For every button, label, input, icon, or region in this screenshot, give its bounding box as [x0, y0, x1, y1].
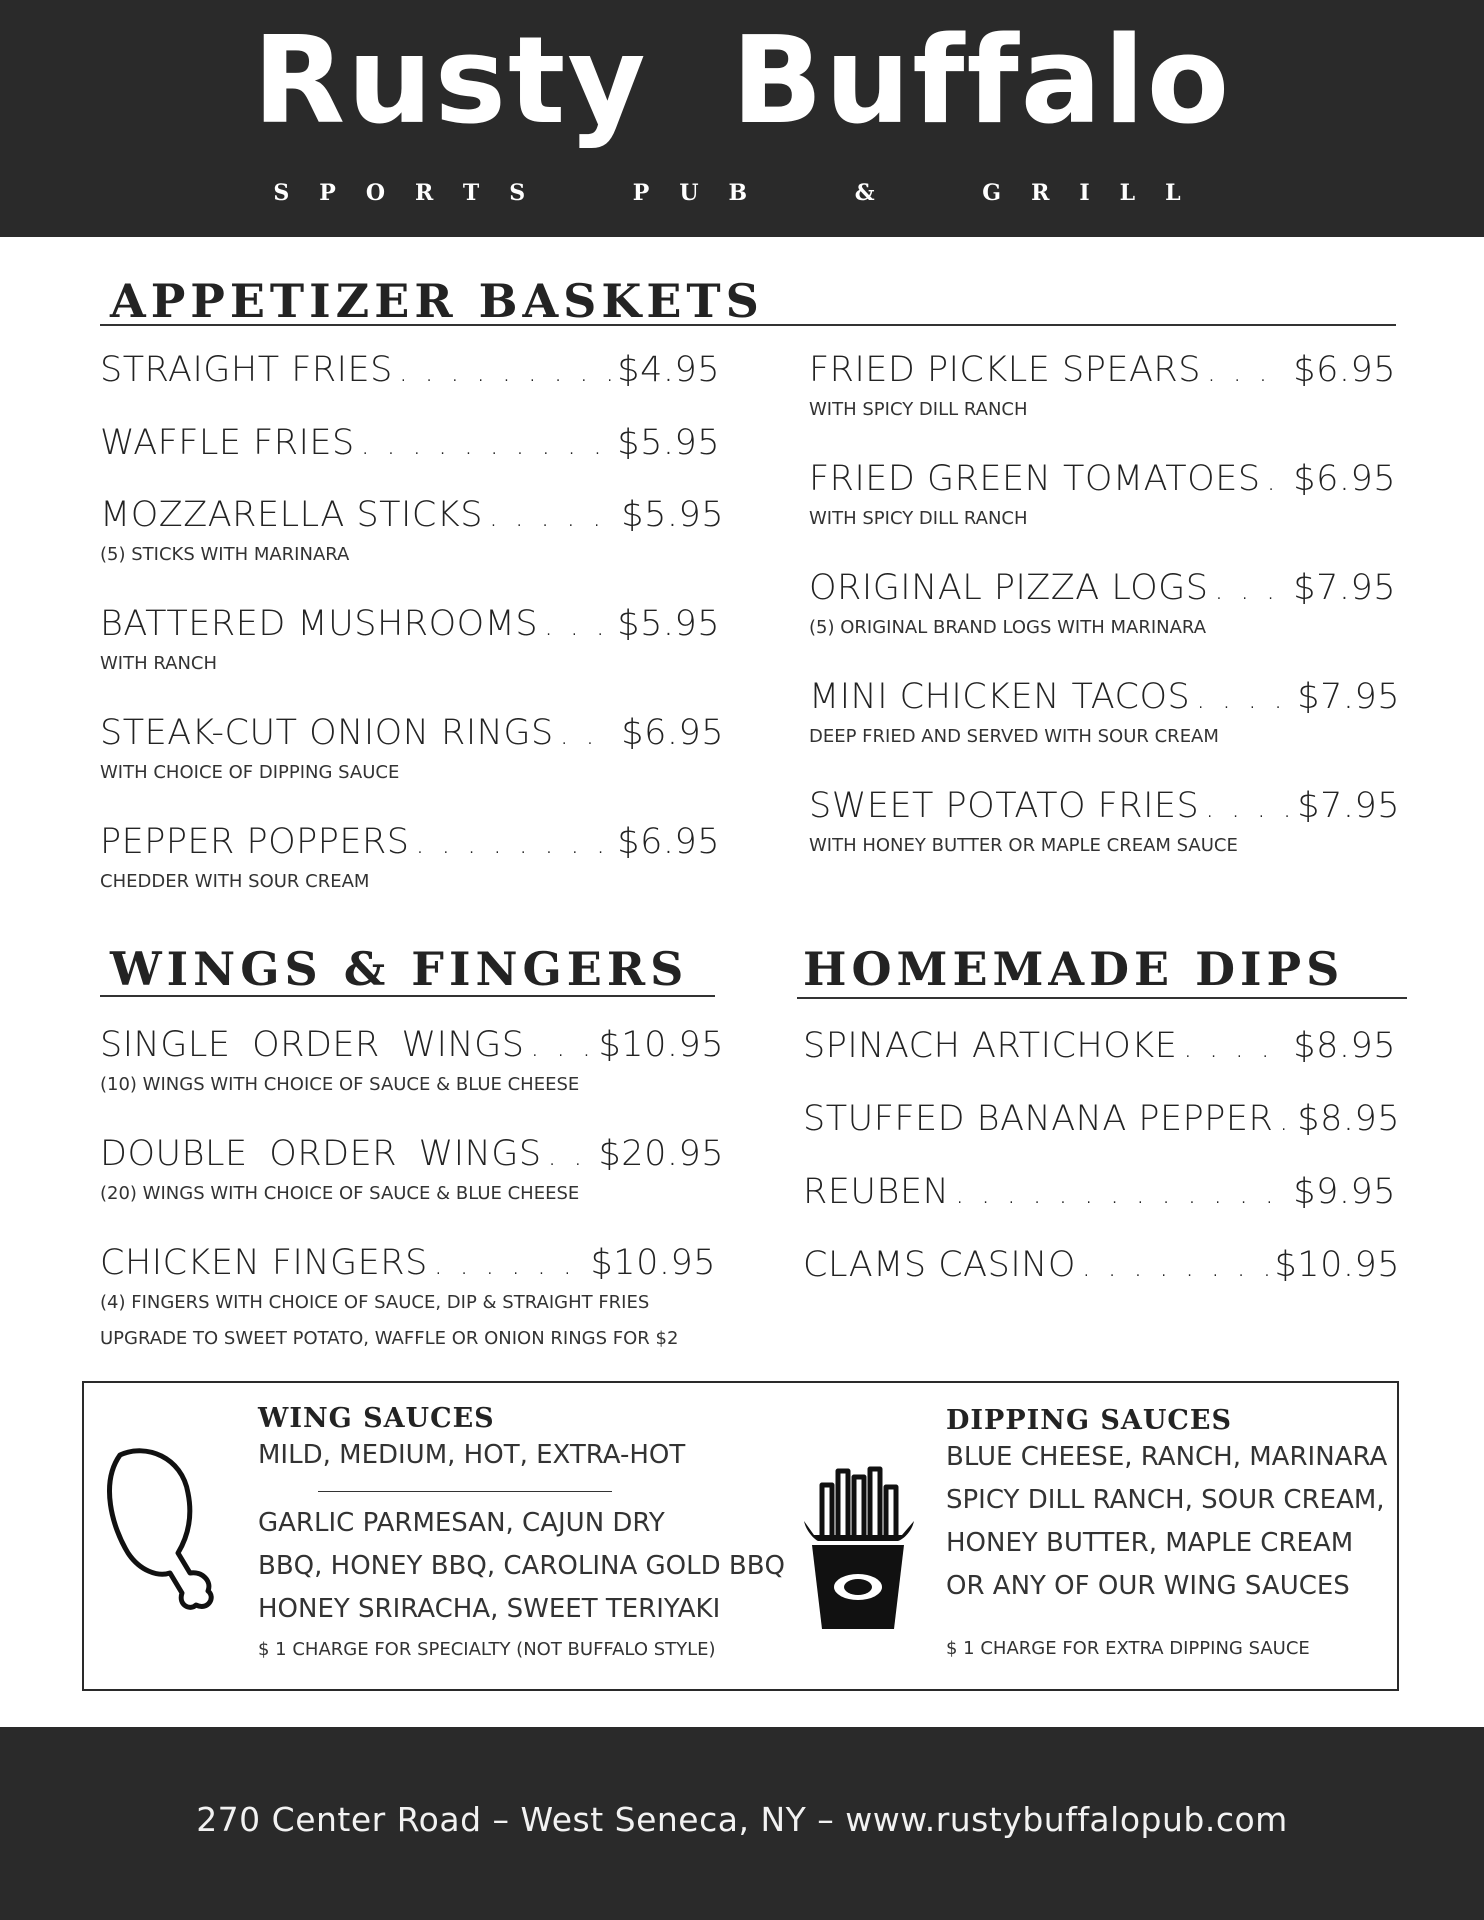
item-name: MINI CHICKEN TACOS: [809, 677, 1191, 717]
section-title-wings: WINGS & FINGERS: [110, 942, 689, 996]
item-description: (5) STICKS WITH MARINARA: [100, 544, 350, 565]
leader-dots: [1183, 1028, 1287, 1068]
header-band: [0, 0, 1484, 237]
section-title-appetizers: APPETIZER BASKETS: [110, 274, 764, 328]
item-price: $8.95: [1297, 1099, 1400, 1139]
menu-item: [100, 713, 724, 785]
item-name: ORIGINAL PIZZA LOGS: [809, 568, 1209, 608]
menu-item: [809, 459, 1396, 531]
leader-dots: [544, 606, 611, 646]
item-description: WITH CHOICE OF DIPPING SAUCE: [100, 762, 400, 783]
menu-item: [809, 350, 1396, 422]
item-description: WITH SPICY DILL RANCH: [809, 399, 1028, 420]
item-description: WITH RANCH: [100, 653, 218, 674]
menu-item: [809, 677, 1400, 749]
dipping-sauces-column: [946, 1405, 1386, 1659]
wing-sauces-column: [258, 1403, 798, 1660]
item-price: $5.95: [621, 495, 724, 535]
item-description: WITH HONEY BUTTER OR MAPLE CREAM SAUCE: [809, 835, 1238, 856]
item-name: FRIED PICKLE SPEARS: [809, 350, 1201, 390]
item-price: $6.95: [1293, 350, 1396, 390]
item-description: (4) FINGERS WITH CHOICE OF SAUCE, DIP & STRAIGHT FRIES: [100, 1292, 650, 1313]
item-name: SINGLE ORDER WINGS: [100, 1025, 525, 1065]
leader-dots: [955, 1174, 1287, 1214]
item-price: $9.95: [1293, 1172, 1396, 1212]
wing-sauces-title: WING SAUCES: [258, 1403, 495, 1434]
menu-item: [100, 423, 720, 465]
menu-item: [100, 350, 720, 392]
item-description: (20) WINGS WITH CHOICE OF SAUCE & BLUE CHEESE: [100, 1183, 580, 1204]
item-price: $4.95: [617, 350, 720, 390]
footer-band: [0, 1727, 1484, 1920]
item-description: WITH SPICY DILL RANCH: [809, 508, 1028, 529]
item-name: CLAMS CASINO: [803, 1245, 1076, 1285]
menu-item: [100, 604, 720, 676]
sauce-divider: [318, 1491, 612, 1492]
dipping-sauce-line: OR ANY OF OUR WING SAUCES: [946, 1571, 1350, 1601]
item-price: $5.95: [617, 423, 720, 463]
item-price: $8.95: [1293, 1026, 1396, 1066]
menu-item: [100, 1025, 724, 1097]
wing-sauce-line: MILD, MEDIUM, HOT, EXTRA-HOT: [258, 1440, 686, 1470]
item-name: WAFFLE FRIES: [100, 423, 355, 463]
leader-dots: [1205, 788, 1291, 828]
leader-dots: [361, 425, 612, 465]
menu-item: [809, 568, 1396, 640]
item-name: MOZZARELLA STICKS: [100, 495, 483, 535]
item-price: $10.95: [1274, 1245, 1400, 1285]
item-name: REUBEN: [803, 1172, 950, 1212]
item-name: PEPPER POPPERS: [100, 822, 410, 862]
item-name: BATTERED MUSHROOMS: [100, 604, 539, 644]
wing-sauce-charge-note: $ 1 CHARGE FOR SPECIALTY (NOT BUFFALO STYLE): [258, 1639, 716, 1660]
item-description: CHEDDER WITH SOUR CREAM: [100, 871, 370, 892]
sauces-panel: [82, 1381, 1399, 1691]
leader-dots: [399, 352, 611, 392]
menu-item: [100, 1243, 716, 1351]
dipping-sauce-charge-note: $ 1 CHARGE FOR EXTRA DIPPING SAUCE: [946, 1638, 1310, 1659]
section-divider: [100, 324, 1396, 326]
leader-dots: [1196, 679, 1291, 719]
item-description: (5) ORIGINAL BRAND LOGS WITH MARINARA: [809, 617, 1207, 638]
leader-dots: [1207, 352, 1287, 392]
item-price: $6.95: [617, 822, 720, 862]
menu-item: [100, 495, 724, 567]
item-name: STUFFED BANANA PEPPER: [803, 1099, 1274, 1139]
item-description: (10) WINGS WITH CHOICE OF SAUCE & BLUE CHEESE: [100, 1074, 580, 1095]
menu-item: [100, 1134, 724, 1206]
item-price: $7.95: [1293, 568, 1396, 608]
item-name: CHICKEN FINGERS: [100, 1243, 428, 1283]
section-divider: [797, 997, 1407, 999]
item-price: $10.95: [590, 1243, 716, 1283]
tagline: SPORTS PUB & GRILL: [273, 180, 1211, 206]
item-price: $6.95: [621, 713, 724, 753]
item-price: $20.95: [598, 1134, 724, 1174]
menu-item: [809, 786, 1400, 858]
leader-dots: [1279, 1101, 1291, 1141]
item-description: DEEP FRIED AND SERVED WITH SOUR CREAM: [809, 726, 1219, 747]
dipping-sauces-title: DIPPING SAUCES: [946, 1405, 1232, 1436]
item-price: $10.95: [598, 1025, 724, 1065]
menu-item: [803, 1245, 1400, 1287]
dipping-sauce-line: SPICY DILL RANCH, SOUR CREAM,: [946, 1485, 1385, 1515]
wing-sauce-line: HONEY SRIRACHA, SWEET TERIYAKI: [258, 1594, 721, 1624]
item-name: DOUBLE ORDER WINGS: [100, 1134, 542, 1174]
leader-dots: [416, 824, 612, 864]
wing-sauce-line: GARLIC PARMESAN, CAJUN DRY: [258, 1508, 665, 1538]
item-price: $6.95: [1293, 459, 1396, 499]
leader-dots: [434, 1245, 585, 1285]
menu-item: [803, 1099, 1400, 1141]
leader-dots: [489, 497, 615, 537]
brand-logo: Rusty Buffalo: [252, 12, 1232, 151]
item-price: $7.95: [1297, 677, 1400, 717]
section-divider: [100, 995, 715, 997]
dipping-sauce-line: HONEY BUTTER, MAPLE CREAM: [946, 1528, 1354, 1558]
menu-item: [100, 822, 720, 894]
french-fries-icon: [798, 1465, 918, 1635]
menu-item: [803, 1026, 1396, 1068]
menu-item: [803, 1172, 1396, 1214]
leader-dots: [1267, 461, 1288, 501]
item-name: SWEET POTATO FRIES: [809, 786, 1200, 826]
item-name: STRAIGHT FRIES: [100, 350, 393, 390]
leader-dots: [548, 1136, 593, 1176]
item-upgrade-note: UPGRADE TO SWEET POTATO, WAFFLE OR ONION RINGS FOR $2: [100, 1328, 679, 1349]
leader-dots: [560, 715, 616, 755]
item-name: FRIED GREEN TOMATOES: [809, 459, 1261, 499]
item-name: STEAK-CUT ONION RINGS: [100, 713, 554, 753]
item-name: SPINACH ARTICHOKE: [803, 1026, 1178, 1066]
leader-dots: [1214, 570, 1287, 610]
dipping-sauce-line: BLUE CHEESE, RANCH, MARINARA: [946, 1442, 1388, 1472]
leader-dots: [1082, 1247, 1269, 1287]
wing-sauce-line: BBQ, HONEY BBQ, CAROLINA GOLD BBQ: [258, 1551, 786, 1581]
chicken-leg-icon: [98, 1443, 218, 1613]
item-price: $7.95: [1297, 786, 1400, 826]
item-price: $5.95: [617, 604, 720, 644]
leader-dots: [530, 1027, 592, 1067]
section-title-dips: HOMEMADE DIPS: [803, 942, 1345, 996]
footer-address: 270 Center Road – West Seneca, NY – www.rustybuffalopub.com: [196, 1800, 1288, 1839]
